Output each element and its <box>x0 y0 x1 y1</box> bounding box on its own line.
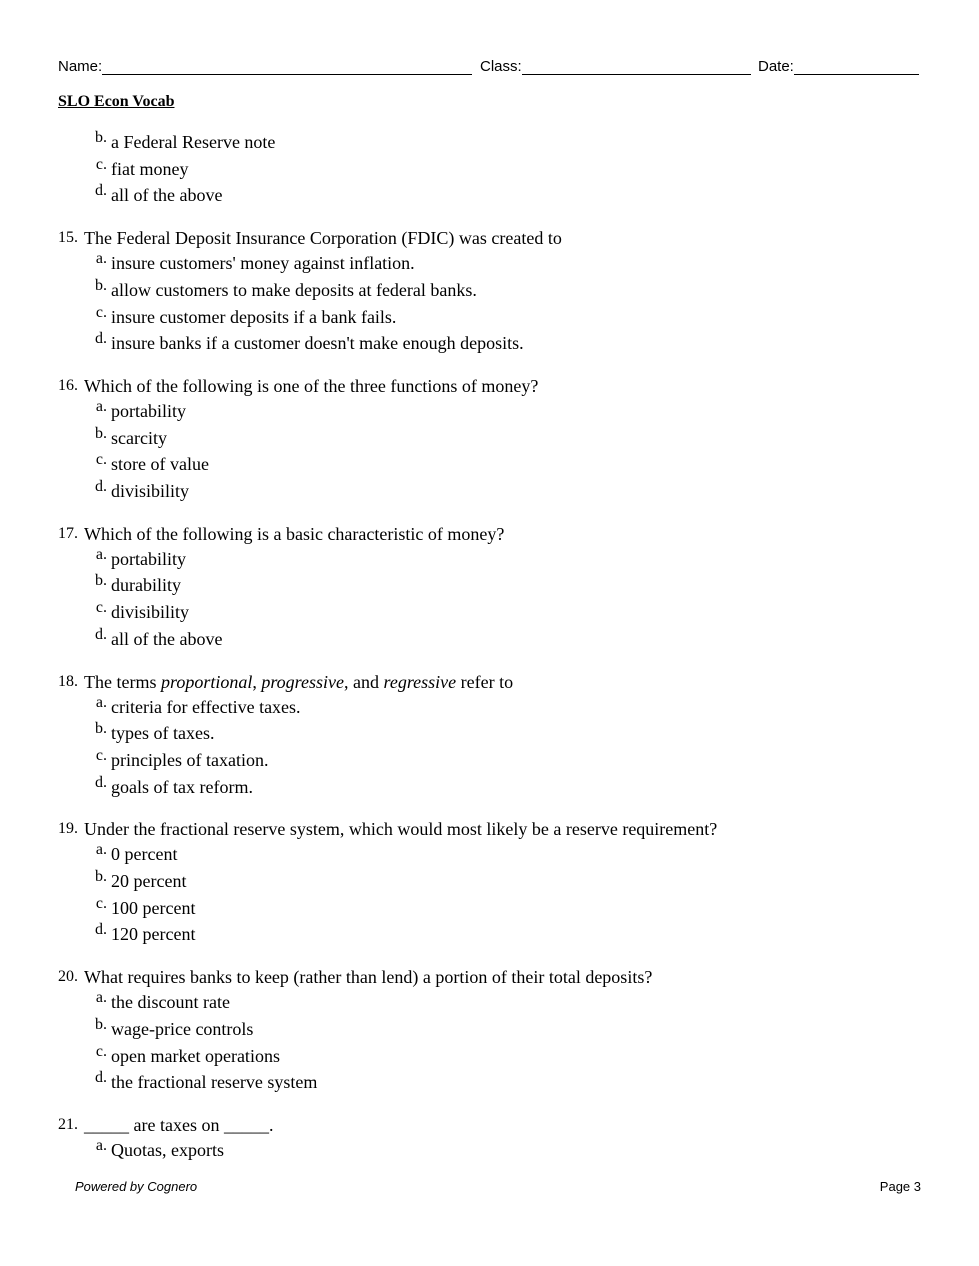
choice-letter: d. <box>95 625 107 643</box>
choice-text: insure customer deposits if a bank fails. <box>111 306 397 327</box>
question-number: 16. <box>58 376 78 394</box>
date-line[interactable] <box>794 57 919 75</box>
question-number: 17. <box>58 524 78 542</box>
choice-letter: c. <box>95 303 107 321</box>
question-15 <box>58 226 918 357</box>
choice[interactable] <box>58 720 918 747</box>
question-14-continued <box>58 129 918 209</box>
question-text: Under the fractional reserve system, which would most likely be a reserve requirement? <box>84 819 718 840</box>
choice-text: insure customers' money against inflation. <box>111 253 415 274</box>
question-text: _____ are taxes on _____. <box>84 1114 274 1135</box>
choice-letter: b. <box>95 572 107 590</box>
choice-letter: a. <box>95 1136 107 1154</box>
name-field[interactable] <box>58 57 472 75</box>
question-16 <box>58 374 918 505</box>
class-field[interactable] <box>480 57 751 75</box>
choice-text: Quotas, exports <box>111 1139 224 1160</box>
choice-text: open market operations <box>111 1045 280 1066</box>
choice-letter: c. <box>95 746 107 764</box>
choice-letter: a. <box>95 250 107 268</box>
choice[interactable] <box>58 1137 918 1164</box>
date-field[interactable] <box>758 57 919 75</box>
question-19 <box>58 817 918 948</box>
choice[interactable] <box>58 277 918 304</box>
choice[interactable] <box>58 398 918 425</box>
choice[interactable] <box>58 129 918 156</box>
choice-text: 20 percent <box>111 871 187 892</box>
choice-text: all of the above <box>111 628 223 649</box>
choice-letter: a. <box>95 545 107 563</box>
choice-text: the discount rate <box>111 992 230 1013</box>
class-line[interactable] <box>522 57 751 75</box>
question-text: What requires banks to keep (rather than lend) a portion of their total deposits? <box>84 967 653 988</box>
choice[interactable] <box>58 250 918 277</box>
choice-letter: c. <box>95 599 107 617</box>
choice-letter: d. <box>95 182 107 200</box>
choice-text: divisibility <box>111 481 190 502</box>
question-text: Which of the following is a basic characteristic of money? <box>84 523 505 544</box>
worksheet-header <box>58 57 921 79</box>
text-segment: The terms <box>84 671 161 692</box>
choice-text: portability <box>111 400 186 421</box>
choice-letter: c. <box>95 1042 107 1060</box>
choice[interactable] <box>58 1069 918 1096</box>
choice-text: durability <box>111 575 181 596</box>
choice-text: portability <box>111 548 186 569</box>
choice-letter: d. <box>95 773 107 791</box>
question-text: The Federal Deposit Insurance Corporation (FDIC) was created to <box>84 228 562 249</box>
choice-text: a Federal Reserve note <box>111 132 276 152</box>
class-label: Class: <box>480 58 522 75</box>
choice-letter: d. <box>95 478 107 496</box>
choice-letter: c. <box>95 894 107 912</box>
page-number: Page 3 <box>879 1179 921 1194</box>
choice[interactable] <box>58 895 918 922</box>
choice-text: store of value <box>111 454 209 475</box>
choice-text: scarcity <box>111 427 167 448</box>
choice-letter: b. <box>95 424 107 442</box>
choice-letter: a. <box>95 989 107 1007</box>
choice-letter: d. <box>95 1069 107 1087</box>
choice[interactable] <box>58 626 918 653</box>
choice[interactable] <box>58 868 918 895</box>
choice-letter: a. <box>95 841 107 859</box>
choice-letter: a. <box>95 397 107 415</box>
term-regressive: regressive <box>383 671 457 692</box>
choice-text: 120 percent <box>111 924 196 945</box>
term-proportional: proportional <box>160 671 253 692</box>
question-20 <box>58 965 918 1096</box>
name-line[interactable] <box>102 57 472 75</box>
choice[interactable] <box>58 330 918 357</box>
choice-text: divisibility <box>111 602 190 623</box>
question-list <box>58 129 918 1181</box>
question-number: 18. <box>58 672 78 690</box>
choice[interactable] <box>58 599 918 626</box>
choice-text: allow customers to make deposits at federal banks. <box>111 279 477 300</box>
choice-text: wage-price controls <box>111 1018 254 1039</box>
choice[interactable] <box>58 774 918 801</box>
choice-text: goals of tax reform. <box>111 776 253 797</box>
date-label: Date: <box>758 58 794 75</box>
choice[interactable] <box>58 1016 918 1043</box>
text-segment: refer to <box>456 671 514 692</box>
choice-letter: b. <box>95 720 107 738</box>
question-number: 21. <box>58 1115 78 1133</box>
text-segment: , and <box>344 671 384 692</box>
question-17 <box>58 522 918 653</box>
question-text <box>84 670 513 694</box>
choice-letter: c. <box>95 451 107 469</box>
choice-letter: c. <box>95 155 107 173</box>
choice-text: the fractional reserve system <box>111 1072 318 1093</box>
powered-by-text: Powered by Cognero <box>75 1179 198 1194</box>
choice[interactable] <box>58 156 918 183</box>
choice[interactable] <box>58 572 918 599</box>
choice-text: criteria for effective taxes. <box>111 696 301 717</box>
choice[interactable] <box>58 546 918 573</box>
choice-letter: b. <box>95 129 107 146</box>
choice-text: all of the above <box>111 185 223 206</box>
question-number: 15. <box>58 229 78 247</box>
question-number: 19. <box>58 820 78 838</box>
choice[interactable] <box>58 747 918 774</box>
choice-letter: d. <box>95 330 107 348</box>
choice[interactable] <box>58 1043 918 1070</box>
question-number: 20. <box>58 968 78 986</box>
choice-text: fiat money <box>111 158 189 179</box>
choice[interactable] <box>58 425 918 452</box>
choice-letter: b. <box>95 1015 107 1033</box>
choice-text: 100 percent <box>111 897 196 918</box>
choice[interactable] <box>58 304 918 331</box>
name-label: Name: <box>58 58 103 75</box>
choice[interactable] <box>58 694 918 721</box>
question-21 <box>58 1113 918 1164</box>
term-progressive: progressive <box>261 671 344 692</box>
choice-text: principles of taxation. <box>111 749 269 770</box>
choice[interactable] <box>58 478 918 505</box>
choice-text: types of taxes. <box>111 723 215 744</box>
question-text: Which of the following is one of the three functions of money? <box>84 375 539 396</box>
choice[interactable] <box>58 921 918 948</box>
choice[interactable] <box>58 182 918 209</box>
question-18 <box>58 670 918 801</box>
choice-letter: d. <box>95 921 107 939</box>
choice-letter: b. <box>95 276 107 294</box>
choice-text: 0 percent <box>111 844 178 865</box>
choice-letter: b. <box>95 868 107 886</box>
text-segment: , <box>252 671 262 692</box>
choice[interactable] <box>58 841 918 868</box>
choice[interactable] <box>58 451 918 478</box>
worksheet-title: SLO Econ Vocab <box>58 93 175 110</box>
choice-letter: a. <box>95 693 107 711</box>
choice[interactable] <box>58 989 918 1016</box>
choice-text: insure banks if a customer doesn't make enough deposits. <box>111 333 524 354</box>
